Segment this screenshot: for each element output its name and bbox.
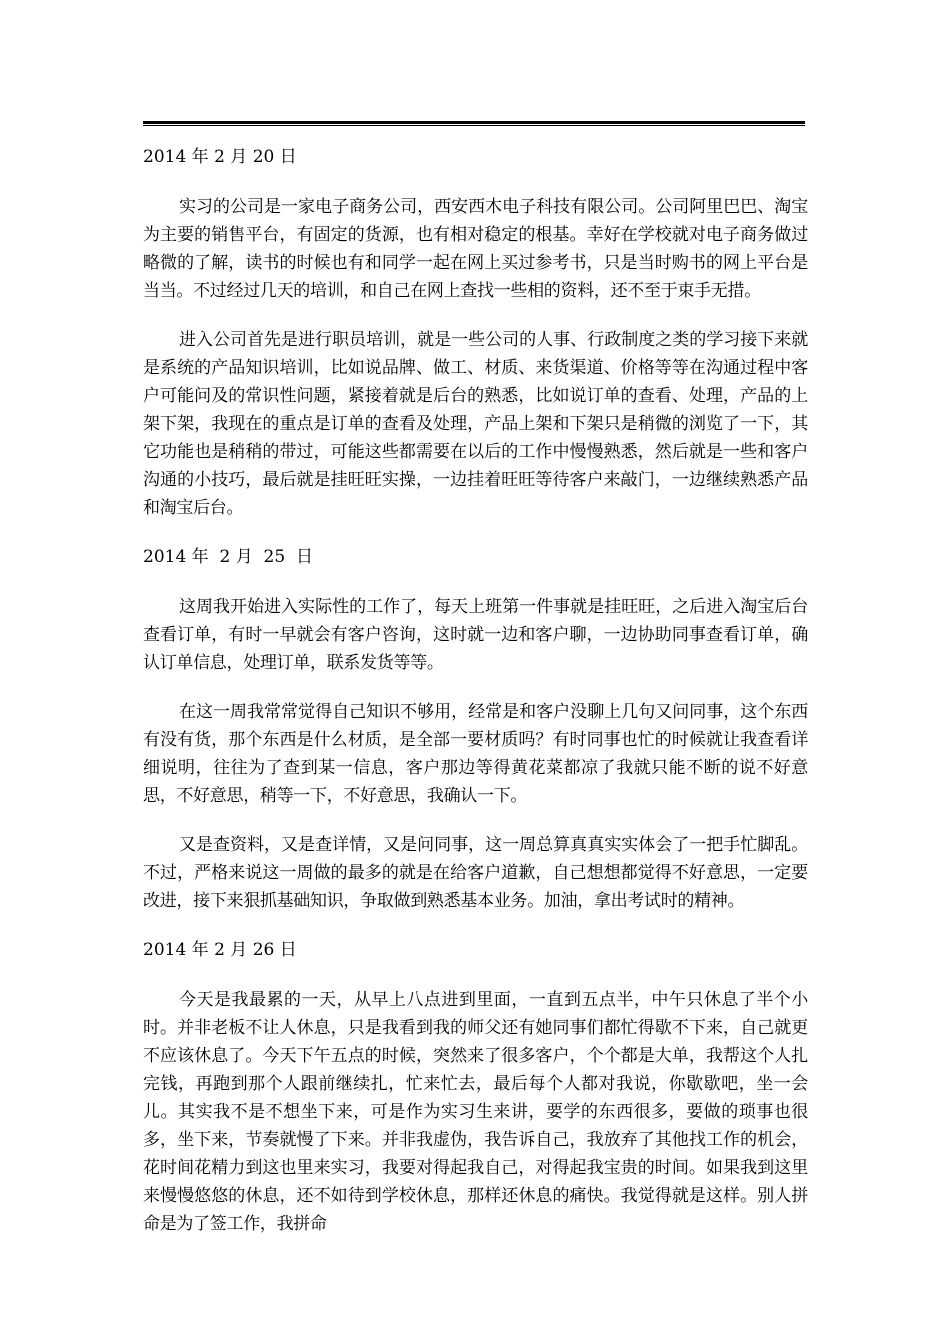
paragraph: 又是查资料，又是查详情，又是问同事，这一周总算真真实实体会了一把手忙脚乱。不过，严格来说这一周做的最多的就是在给客户道歉，自己想想都觉得不好意思，一定要改进，接下来狠抓基础知识，争取做到熟悉基本业务。加油，拿出考试时的精神。 [143,835,808,911]
paragraph: 这周我开始进入实际性的工作了，每天上班第一件事就是挂旺旺，之后进入淘宝后台查看订单，有时一早就会有客户咨询，这时就一边和客户聊，一边协助同事查看订单，确认订单信息，处理订单，联系发货等等。 [143,597,808,673]
paragraph: 在这一周我常常觉得自己知识不够用，经常是和客户没聊上几句又问同事，这个东西有没有货，那个东西是什么材质，是全部一要材质吗？有时同事也忙的时候就让我查看详细说明，往往为了查到某一信息，客户那边等得黄花菜都凉了我就只能不断的说不好意思，不好意思，稍等一下，不好意思，我确认一下。 [143,702,808,806]
header-rule [143,121,805,126]
entry-date: 2014 年 2 月 20 日 [143,147,297,167]
entry-date: 2014 年 2 月 26 日 [143,940,297,960]
paragraph: 进入公司首先是进行职员培训，就是一些公司的人事、行政制度之类的学习接下来就是系统的产品知识培训，比如说品牌、做工、材质、来货渠道、价格等等在沟通过程中客户可能问及的常识性问题，紧接着就是后台的熟悉，比如说订单的查看、处理，产品的上架下架，我现在的重点是订单的查看及处理，产品上架和下架只是稍微的浏览了一下，其它功能也是稍稍的带过，可能这些都需要在以后的工作中慢慢熟悉，然后就是一些和客户沟通的小技巧，最后就是挂旺旺实操，一边挂着旺旺等待客户来敲门，一边继续熟悉产品和淘宝后台。 [143,330,808,518]
document-body [143,143,808,1259]
entry-date: 2014 年 2 月 25 日 [143,547,313,567]
paragraph: 今天是我最累的一天，从早上八点进到里面，一直到五点半，中午只休息了半个小时。并非老板不让人休息，只是我看到我的师父还有她同事们都忙得歇不下来，自己就更不应该休息了。今天下午五点的时候，突然来了很多客户，个个都是大单，我帮这个人扎完钱，再跑到那个人跟前继续扎，忙来忙去，最后每个人都对我说，你歇歇吧，坐一会儿。其实我不是不想坐下来，可是作为实习生来讲，要学的东西很多，要做的琐事也很多，坐下来，节奏就慢了下来。并非我虚伪，我告诉自己，我放弃了其他找工作的机会，花时间花精力到这也里来实习，我要对得起我自己，对得起我宝贵的时间。如果我到这里来慢慢悠悠的休息，还不如待到学校休息，那样还休息的痛快。我觉得就是这样。别人拼命是为了签工作，我拼命 [143,990,808,1234]
paragraph: 实习的公司是一家电子商务公司，西安西木电子科技有限公司。公司阿里巴巴、淘宝为主要的销售平台，有固定的货源，也有相对稳定的根基。幸好在学校就对电子商务做过略微的了解，读书的时候也有和同学一起在网上买过参考书，只是当时购书的网上平台是当当。不过经过几天的培训，和自己在网上查找一些相的资料，还不至于束手无措。 [143,197,808,301]
